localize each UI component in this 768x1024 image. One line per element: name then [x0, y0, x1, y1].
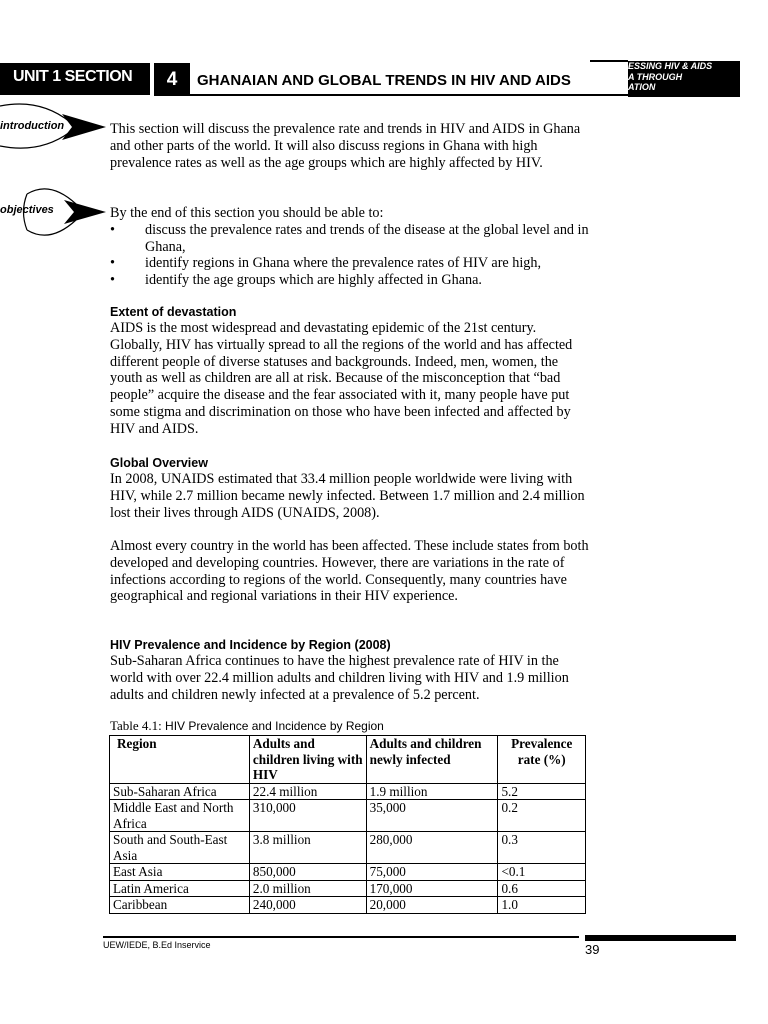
table-cell: 0.6 — [498, 880, 586, 897]
table-cell: Middle East and North Africa — [110, 800, 250, 832]
header-top-rule — [590, 60, 628, 62]
table-caption-text: HIV Prevalence and Incidence by Region — [165, 719, 384, 733]
table-cell: 2.0 million — [249, 880, 366, 897]
table-cell: 1.9 million — [366, 783, 498, 800]
running-head-line: ATION — [628, 82, 656, 92]
objective-item: • identify regions in Ghana where the prevalence rates of HIV are high, — [110, 255, 542, 272]
table-cell: 0.2 — [498, 800, 586, 832]
introduction-icon — [0, 100, 110, 152]
table-cell: 20,000 — [366, 897, 498, 914]
bullet-icon: • — [110, 272, 115, 289]
table-cell: 1.0 — [498, 897, 586, 914]
objective-item: • identify the age groups which are highly affected in Ghana. — [110, 272, 482, 289]
footer-rule — [103, 936, 579, 938]
table-row — [110, 783, 586, 800]
table-header-row — [110, 736, 586, 784]
footer-bar — [585, 935, 736, 941]
running-head-line: ESSING HIV & AIDS — [628, 61, 713, 71]
table-cell: Sub-Saharan Africa — [110, 783, 250, 800]
table-cell: Latin America — [110, 880, 250, 897]
region-heading: HIV Prevalence and Incidence by Region (2008) — [110, 638, 391, 652]
objective-item: • discuss the prevalence rates and trends of the disease at the global level and in Ghana, — [110, 221, 589, 255]
table-row — [110, 880, 586, 897]
table-cell: 0.3 — [498, 832, 586, 864]
table-cell: 22.4 million — [249, 783, 366, 800]
table-header-cell: Adults and children newly infected — [366, 736, 498, 784]
extent-paragraph: AIDS is the most widespread and devastating epidemic of the 21st century. Globally, HIV has virtually spread to all the regions of the world and has affected different people of diverse statuses and backgrounds. Indeed, men, women, the youth as well as children are all at risk. Because of the misconception that “bad people” acquire the disease and the fear associated with it, many people have put some stigma and discrimination on those who have been infected and affected by HIV and AIDS. — [110, 320, 573, 437]
bullet-icon: • — [110, 221, 115, 238]
table-caption-label: Table 4.1: — [110, 718, 162, 733]
objectives-section — [110, 205, 590, 289]
table-caption — [110, 718, 384, 734]
table-header-cell: Adults and children living with HIV — [249, 736, 366, 784]
table-cell: South and South-East Asia — [110, 832, 250, 864]
footer-text: UEW/IEDE, B.Ed Inservice — [103, 940, 211, 950]
running-head-box — [628, 61, 740, 97]
table-row — [110, 800, 586, 832]
unit-label: UNIT 1 SECTION — [0, 63, 150, 95]
region-paragraph: Sub-Saharan Africa continues to have the highest prevalence rate of HIV in the world with over 22.4 million adults and children living with HIV and 1.9 million adults and children newly infected at a prevalence of 5.2 percent. — [110, 653, 569, 703]
objectives-lead: By the end of this section you should be able to: — [110, 205, 384, 221]
table-cell: East Asia — [110, 864, 250, 881]
table-row — [110, 897, 586, 914]
extent-heading: Extent of devastation — [110, 305, 237, 319]
global-paragraph-1: In 2008, UNAIDS estimated that 33.4 million people worldwide were living with HIV, while 2.7 million became newly infected. Between 1.7 million and 2.4 million lost their lives through AIDS (UNAIDS, 2008). — [110, 471, 585, 521]
bullet-icon: • — [110, 255, 115, 272]
table-cell: 75,000 — [366, 864, 498, 881]
region-section — [110, 637, 590, 703]
prevalence-table — [109, 735, 586, 914]
global-overview-continued — [110, 538, 590, 605]
introduction-section — [110, 121, 590, 171]
table-row — [110, 864, 586, 881]
running-head-line: A THROUGH — [628, 71, 683, 82]
table-cell: <0.1 — [498, 864, 586, 881]
objectives-list — [110, 222, 590, 289]
extent-section — [110, 304, 590, 438]
objectives-icon — [0, 186, 110, 238]
table-cell: 3.8 million — [249, 832, 366, 864]
section-number: 4 — [154, 63, 190, 95]
introduction-paragraph: This section will discuss the prevalence rate and trends in HIV and AIDS in Ghana and other parts of the world. It will also discuss regions in Ghana with high prevalence rates as well as the age groups which are highly affected by HIV. — [110, 121, 581, 171]
table-cell: 280,000 — [366, 832, 498, 864]
table-cell: 850,000 — [249, 864, 366, 881]
table-cell: 310,000 — [249, 800, 366, 832]
global-overview-section — [110, 455, 590, 521]
table-cell: 240,000 — [249, 897, 366, 914]
global-heading: Global Overview — [110, 456, 208, 470]
section-title: GHANAIAN AND GLOBAL TRENDS IN HIV AND AIDS — [197, 72, 571, 89]
table-header-cell: Region — [110, 736, 250, 784]
table-cell: Caribbean — [110, 897, 250, 914]
table-cell: 170,000 — [366, 880, 498, 897]
objectives-label: objectives — [0, 204, 54, 216]
global-paragraph-2: Almost every country in the world has been affected. These include states from both developed and developing countries. However, there are variations in the rate of infections according to regions of the world. Consequently, many countries have geographical and regional variations in their HIV experience. — [110, 538, 589, 605]
page-number: 39 — [585, 942, 600, 957]
introduction-label: introduction — [0, 120, 65, 132]
header-rule — [154, 94, 628, 96]
table-header-cell: Prevalence rate (%) — [498, 736, 586, 784]
table-cell: 5.2 — [498, 783, 586, 800]
table-cell: 35,000 — [366, 800, 498, 832]
table-row — [110, 832, 586, 864]
